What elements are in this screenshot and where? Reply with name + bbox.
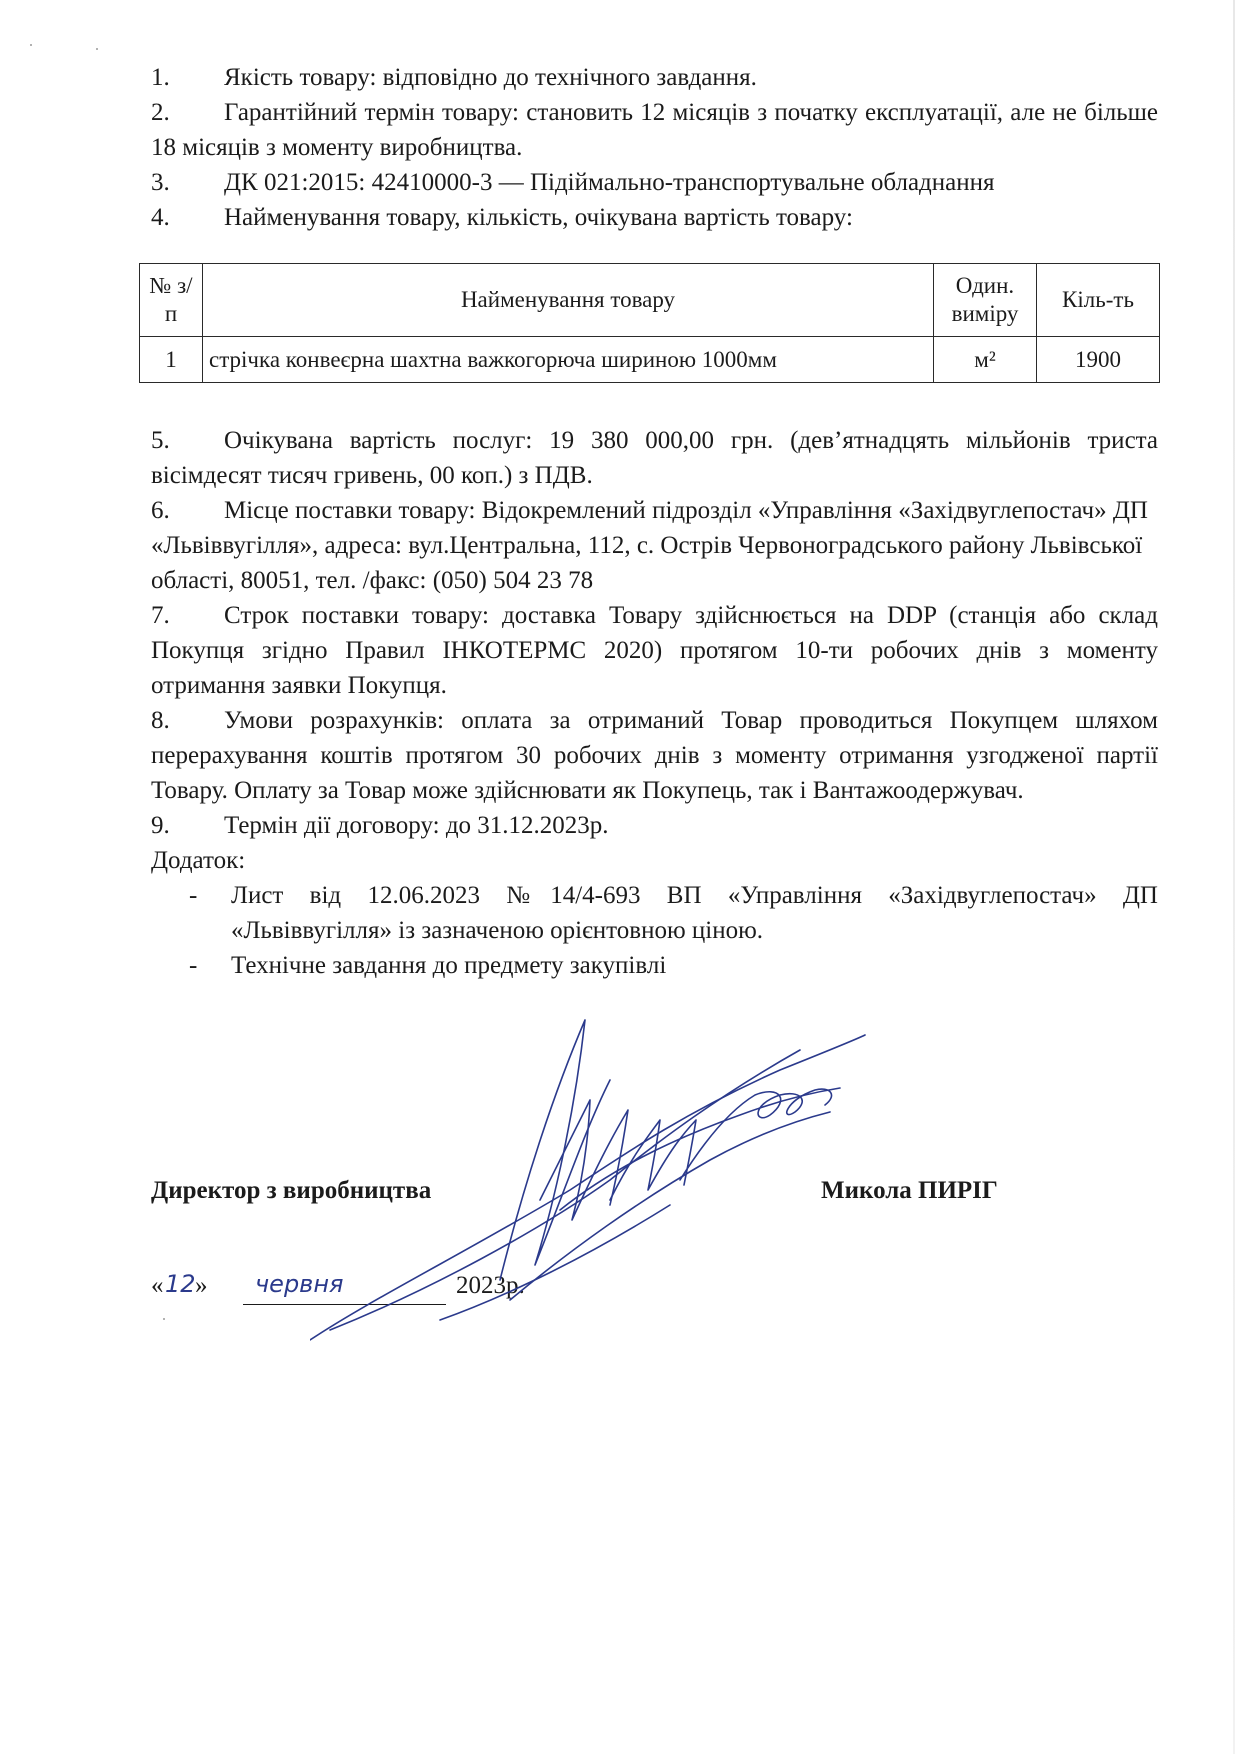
date-day: 12 bbox=[165, 1270, 196, 1298]
date-year: 2023р. bbox=[456, 1272, 525, 1299]
header-name: Найменування товару bbox=[203, 264, 934, 337]
item-number: 4. bbox=[151, 204, 170, 231]
header-unit: Один. виміру bbox=[934, 264, 1037, 337]
item-text: ДК 021:2015: 42410000-3 — Підіймально-транспортувальне обладнання bbox=[224, 169, 995, 196]
cell-name: стрічка конвеєрна шахтна важкогорюча шириною 1000мм bbox=[203, 337, 934, 383]
appendix-title: Додаток: bbox=[151, 847, 246, 874]
appendix-dash: - bbox=[189, 882, 198, 909]
cell-qty: 1900 bbox=[1037, 337, 1160, 383]
item-text: Очікувана вартість послуг: 19 380 000,00 грн. (дев’ятнадцять мільйонів триста вісімдесят тисяч гривень, 00 коп.) з ПДВ. bbox=[151, 427, 1158, 489]
appendix-text: Лист від 12.06.2023 №14/4-693 ВП «Управління «Західвуглепостач» ДП «Львіввугілля» із зазначеною орієнтовною ціною. bbox=[231, 882, 1158, 944]
cell-unit: м² bbox=[934, 337, 1037, 383]
item-text: Строк поставки товару: доставка Товару здійснюється на DDP (станція або склад Покупця згідно Правил ІНКОТЕРМС 2020) протягом 10-ти робочих днів з моменту отримання заявки Покупця. bbox=[151, 602, 1158, 699]
item-number: 7. bbox=[151, 602, 170, 629]
item-number: 2. bbox=[151, 99, 170, 126]
list-item bbox=[151, 200, 1158, 235]
item-number: 5. bbox=[151, 427, 170, 454]
appendix-text: Технічне завдання до предмету закупівлі bbox=[231, 952, 667, 979]
item-text: Якість товару: відповідно до технічного завдання. bbox=[224, 64, 757, 91]
scan-speck bbox=[30, 44, 32, 46]
list-item bbox=[151, 423, 1158, 493]
header-qty: Кіль-ть bbox=[1037, 264, 1160, 337]
scan-speck bbox=[163, 1318, 165, 1320]
handwritten-signature bbox=[310, 1000, 870, 1360]
document-body bbox=[151, 60, 1158, 983]
scan-speck bbox=[96, 48, 98, 50]
date-open-quote: « bbox=[151, 1272, 164, 1299]
item-text: Місце поставки товару: Відокремлений підрозділ «Управління «Західвуглепостач» ДП «Львіввугілля», адреса: вул.Центральна, 112, с. Острів Червоноградського району Львівської області, 80051, тел. /факс: (050) 504 23 78 bbox=[151, 497, 1148, 594]
header-num: № з/п bbox=[140, 264, 203, 337]
date-month: червня bbox=[255, 1270, 344, 1298]
table-header-row bbox=[140, 264, 1160, 337]
appendix-item bbox=[151, 948, 1158, 983]
list-item bbox=[151, 598, 1158, 703]
terms-list bbox=[151, 423, 1158, 983]
cell-num: 1 bbox=[140, 337, 203, 383]
list-item bbox=[151, 808, 1158, 843]
list-item bbox=[151, 60, 1158, 95]
item-text: Гарантійний термін товару: становить 12 місяців з початку експлуатації, але не більше 18 місяців з моменту виробництва. bbox=[151, 99, 1158, 161]
item-number: 1. bbox=[151, 64, 170, 91]
list-item bbox=[151, 165, 1158, 200]
date-close-quote: » bbox=[195, 1272, 208, 1299]
item-text: Найменування товару, кількість, очікувана вартість товару: bbox=[224, 204, 853, 231]
signatory-role: Директор з виробництва bbox=[151, 1177, 432, 1204]
list-item bbox=[151, 703, 1158, 808]
item-number: 8. bbox=[151, 707, 170, 734]
appendix-dash: - bbox=[189, 952, 198, 979]
list-item bbox=[151, 493, 1158, 598]
signatory-name: Микола ПИРІГ bbox=[821, 1177, 998, 1204]
item-text: Термін дії договору: до 31.12.2023р. bbox=[224, 812, 609, 839]
item-number: 6. bbox=[151, 497, 170, 524]
item-text: Умови розрахунків: оплата за отриманий Товар проводиться Покупцем шляхом перерахування коштів протягом 30 робочих днів з моменту отримання узгодженої партії Товару. Оплату за Товар може здійснювати як Покупець, так і Вантажоодержувач. bbox=[151, 707, 1158, 804]
scan-edge bbox=[1233, 0, 1235, 1754]
list-item bbox=[151, 95, 1158, 165]
item-number: 3. bbox=[151, 169, 170, 196]
goods-table bbox=[139, 263, 1160, 383]
appendix-item bbox=[151, 878, 1158, 948]
item-number: 9. bbox=[151, 812, 170, 839]
table-row bbox=[140, 337, 1160, 383]
